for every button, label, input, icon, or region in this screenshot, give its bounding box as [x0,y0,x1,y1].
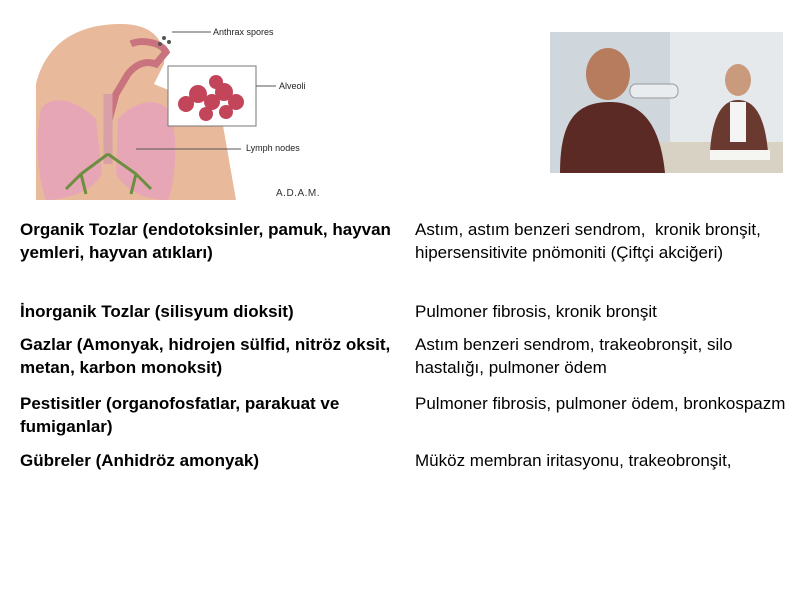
label-alveoli: Alveoli [279,81,306,91]
effect-cell: Pulmoner fibrosis, pulmoner ödem, bronkospazm [415,394,786,413]
table-row [20,333,795,392]
table-row [20,218,795,300]
woman-shirt [730,102,746,142]
adam-credit: A.D.A.M. [276,188,321,199]
spirometry-photo [550,32,783,173]
table-row [20,300,795,333]
agent-cell: Gazlar (Amonyak, hidrojen sülfid, nitröz oksit, metan, karbon monoksit) [20,335,391,377]
effect-cell: Müköz membran iritasyonu, trakeobronşit, [415,451,732,470]
woman-head [725,64,751,96]
respiratory-anatomy-illustration [36,24,336,200]
exposure-table [20,218,795,479]
spirometer-device [630,84,678,98]
effect-cell: Astım, astım benzeri sendrom, kronik bronşit, hipersensitivite pnömoniti (Çiftçi akciğeri) [415,220,766,262]
anatomy-drawing [36,24,336,200]
agent-cell: Organik Tozlar (endotoksinler, pamuk, hayvan yemleri, hayvan atıkları) [20,220,391,262]
spore-dot [158,42,162,46]
label-anthrax-spores: Anthrax spores [213,27,274,37]
spore-dot [167,40,171,44]
table-row [20,449,795,479]
agent-cell: Gübreler (Anhidröz amonyak) [20,451,259,470]
effect-cell: Pulmoner fibrosis, kronik bronşit [415,302,657,321]
effect-cell: Astım benzeri sendrom, trakeobronşit, silo hastalığı, pulmoner ödem [415,335,738,377]
agent-cell: İnorganik Tozlar (silisyum dioksit) [20,302,294,321]
photo-drawing [550,32,783,173]
label-lymph-nodes: Lymph nodes [246,143,300,153]
photo-papers [710,150,770,160]
man-head [586,48,630,100]
table-row [20,392,795,449]
spore-dot [162,36,166,40]
agent-cell: Pestisitler (organofosfatlar, parakuat ve fumiganlar) [20,394,340,436]
